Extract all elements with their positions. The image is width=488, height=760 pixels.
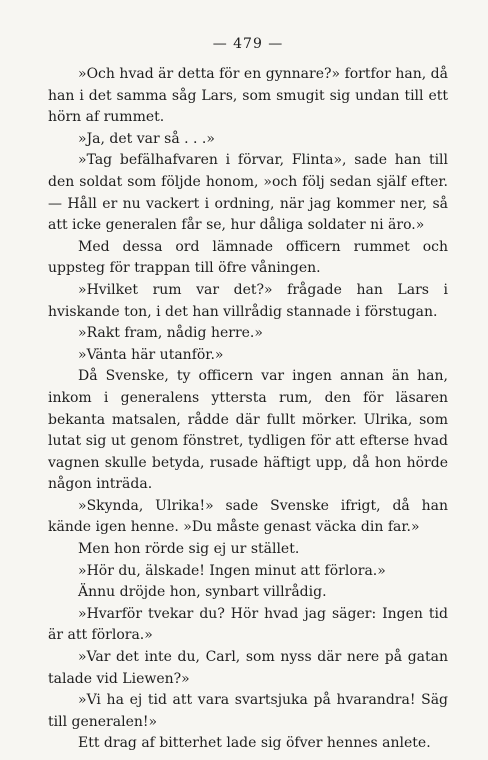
paragraph: »Ja, det var så . . .» bbox=[78, 130, 215, 147]
paragraph: Ett drag af bitterhet lade sig öfver hennes anlete. bbox=[78, 735, 431, 752]
paragraph: »Skynda, Ulrika!» sade Svenske ifrigt, då han kände igen henne. »Du måste genast väcka din far.» bbox=[48, 497, 448, 536]
paragraph: »Hör du, älskade! Ingen minut att förlora.» bbox=[78, 562, 386, 579]
page-number: — 479 — bbox=[212, 36, 284, 52]
paragraph: Då Svenske, ty officern var ingen annan än han, inkom i generalens yttersta rum, den för läsaren bekanta matsalen, rådde där fullt mörker. Ulrika, som lutat sig ut genom fönstret, tydligen för att efterse hvad vagnen skulle betyda, rusade häftigt upp, då hon hörde någon inträda. bbox=[48, 368, 448, 493]
paragraph: »Och hvad är detta för en gynnare?» fortfor han, då han i det samma såg Lars, som smugit sig undan till ett hörn af rummet. bbox=[48, 66, 448, 126]
paragraph: »Hvilket rum var det?» frågade han Lars i hviskande ton, i det han villrådig stannade i förstugan. bbox=[48, 281, 448, 320]
body-text bbox=[48, 64, 448, 755]
paragraph: Men hon rörde sig ej ur stället. bbox=[78, 541, 300, 558]
paragraph: »Rakt fram, nådig herre.» bbox=[78, 325, 263, 342]
paragraph: Ännu dröjde hon, synbart villrådig. bbox=[78, 584, 327, 601]
paragraph: Med dessa ord lämnade officern rummet och uppsteg för trappan till öfre våningen. bbox=[48, 238, 448, 277]
paragraph: »Hvarför tvekar du? Hör hvad jag säger: Ingen tid är att förlora.» bbox=[48, 605, 448, 644]
paragraph: »Vänta här utanför.» bbox=[78, 346, 224, 363]
paragraph: »Tag befälhafvaren i förvar, Flinta», sade han till den soldat som följde honom, »och följ sedan själf efter. — Håll er nu vackert i ordning, när jag kommer ner, så att icke generalen får se, hur dåliga soldater ni äro.» bbox=[48, 152, 448, 234]
paragraph: »Vi ha ej tid att vara svartsjuka på hvarandra! Säg till generalen!» bbox=[48, 692, 448, 730]
paragraph: »Var det inte du, Carl, som nyss där nere på gatan talade vid Liewen?» bbox=[48, 649, 448, 687]
